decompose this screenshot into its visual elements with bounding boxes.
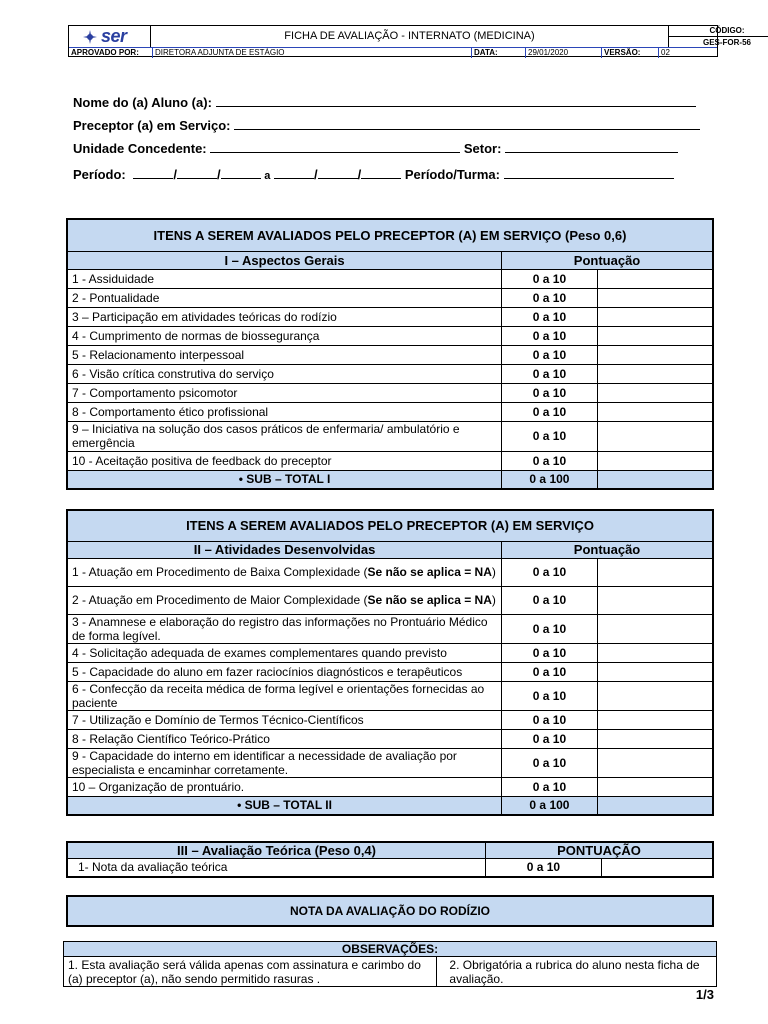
section2-item-text: 10 – Organização de prontuário. [72, 779, 245, 794]
section2-item-score: 0 a 10 [502, 586, 598, 614]
section1-table [66, 218, 714, 490]
section1-item-value[interactable] [597, 383, 713, 402]
section1-item-value[interactable] [597, 345, 713, 364]
period-label: Período: [73, 167, 126, 182]
section1-item-value[interactable] [597, 288, 713, 307]
section1-item-label: 6 - Visão crítica construtiva do serviço [67, 364, 502, 383]
section1-item-label: 2 - Pontualidade [67, 288, 502, 307]
section2-item-value[interactable] [597, 662, 713, 681]
section1-item-value[interactable] [597, 326, 713, 345]
section1-col-score: Pontuação [502, 251, 713, 269]
section2-item-label [67, 681, 502, 710]
section2-row [67, 681, 713, 710]
section2-item-text: 2 - Atuação em Procedimento de Maior Complexidade ( [72, 593, 368, 607]
section2-item-label [67, 558, 502, 586]
section3-col-item: III – Avaliação Teórica (Peso 0,4) [67, 842, 486, 859]
logo-text: ser [101, 26, 127, 46]
section1-subtotal-label: • SUB – TOTAL I [67, 470, 502, 489]
period-start-month[interactable] [177, 167, 217, 179]
section2-item-label [67, 586, 502, 614]
student-name-line [73, 95, 696, 110]
section1-title: ITENS A SEREM AVALIADOS PELO PRECEPTOR (A) EM SERVIÇO (Peso 0,6) [67, 219, 713, 251]
unit-line [73, 141, 678, 156]
code-label: CÓDIGO: [709, 26, 745, 35]
section2-item-label [67, 710, 502, 729]
section2-item-tail: ) [491, 593, 496, 607]
period-separator: a [264, 170, 271, 182]
section2-item-tail: ) [491, 565, 496, 579]
section1-item-label: 10 - Aceitação positiva de feedback do preceptor [67, 451, 502, 470]
section2-item-text: 5 - Capacidade do aluno em fazer raciocínios diagnósticos e terapêuticos [72, 664, 463, 679]
section2-row [67, 586, 713, 614]
approval-row [69, 47, 717, 58]
section2-item-label [67, 729, 502, 748]
section3-item-label: 1- Nota da avaliação teórica [67, 859, 486, 877]
section2-item-text: 8 - Relação Científico Teórico-Prático [72, 731, 270, 746]
section2-item-value[interactable] [597, 729, 713, 748]
section2-item-value[interactable] [597, 777, 713, 796]
section1-row [67, 451, 713, 470]
section2-row [67, 662, 713, 681]
version-value: 02 [661, 48, 670, 57]
section1-item-score: 0 a 10 [502, 383, 598, 402]
period-turma-field[interactable] [504, 167, 674, 179]
document-title: FICHA DE AVALIAÇÃO - INTERNATO (MEDICINA) [151, 26, 669, 47]
section2-item-label [67, 662, 502, 681]
section2-row [67, 748, 713, 777]
section1-item-label: 7 - Comportamento psicomotor [67, 383, 502, 402]
section2-item-value[interactable] [597, 614, 713, 643]
section1-row [67, 364, 713, 383]
preceptor-field[interactable] [234, 118, 700, 130]
sector-field[interactable] [505, 141, 678, 153]
section2-item-text: 9 - Capacidade do interno em identificar a necessidade de avaliação por especialista e encaminhar corretamente. [72, 748, 457, 777]
page-number: 1/3 [695, 987, 714, 1002]
section1-row [67, 326, 713, 345]
section1-item-score: 0 a 10 [502, 402, 598, 421]
section2-item-bold: Se não se aplica = NA [367, 593, 492, 607]
section2-row [67, 643, 713, 662]
section2-item-label [67, 777, 502, 796]
section2-item-score: 0 a 10 [502, 748, 598, 777]
section1-item-value[interactable] [597, 451, 713, 470]
section1-item-value[interactable] [597, 269, 713, 288]
section1-col-item: I – Aspectos Gerais [67, 251, 502, 269]
section3-table [66, 841, 714, 878]
section1-item-value[interactable] [597, 421, 713, 451]
section2-table [66, 509, 714, 816]
section2-item-label [67, 643, 502, 662]
section1-item-label: 4 - Cumprimento de normas de biossegurança [67, 326, 502, 345]
section2-title: ITENS A SEREM AVALIADOS PELO PRECEPTOR (A) EM SERVIÇO [67, 510, 713, 541]
section1-row [67, 383, 713, 402]
section2-col-score: Pontuação [502, 541, 713, 558]
section2-item-value[interactable] [597, 710, 713, 729]
section1-item-score: 0 a 10 [502, 288, 598, 307]
observations-title: OBSERVAÇÕES: [64, 942, 717, 957]
sector-label: Setor: [463, 141, 502, 156]
section1-row [67, 307, 713, 326]
section2-item-text: 4 - Solicitação adequada de exames complementares quando previsto [72, 645, 447, 660]
section1-item-label: 1 - Assiduidade [67, 269, 502, 288]
observation-note-2: 2. Obrigatória a rubrica do aluno nesta ficha de avaliação. [437, 957, 717, 987]
section1-row [67, 345, 713, 364]
section2-item-score: 0 a 10 [502, 558, 598, 586]
section2-subtotal-score: 0 a 100 [502, 796, 598, 815]
section1-subtotal-value[interactable] [597, 470, 713, 489]
approved-label: APROVADO POR: [69, 48, 153, 58]
section1-item-value[interactable] [597, 402, 713, 421]
period-start-year[interactable] [221, 167, 261, 179]
section2-item-score: 0 a 10 [502, 710, 598, 729]
code-value: GES-FOR-56 [668, 36, 768, 48]
section2-row [67, 777, 713, 796]
section1-subtotal-score: 0 a 100 [502, 470, 598, 489]
section2-item-label [67, 614, 502, 643]
student-name-label: Nome do (a) Aluno (a): [73, 95, 212, 110]
ser-logo-icon [83, 30, 97, 44]
section2-item-value[interactable] [597, 748, 713, 777]
section2-item-score: 0 a 10 [502, 777, 598, 796]
section2-item-text: 6 - Confecção da receita médica de forma legível e orientações fornecidas ao paciente [72, 681, 485, 710]
version-label: VERSÃO: [602, 48, 659, 58]
section2-row [67, 729, 713, 748]
section1-item-score: 0 a 10 [502, 307, 598, 326]
logo [69, 26, 151, 47]
section2-item-bold: Se não se aplica = NA [367, 565, 492, 579]
section2-item-label [67, 748, 502, 777]
section2-item-value[interactable] [597, 558, 713, 586]
section2-item-text: 1 - Atuação em Procedimento de Baixa Complexidade ( [72, 565, 368, 579]
section1-item-score: 0 a 10 [502, 364, 598, 383]
section3-item-value[interactable] [601, 859, 713, 877]
section1-item-label: 8 - Comportamento ético profissional [67, 402, 502, 421]
section1-item-score: 0 a 10 [502, 421, 598, 451]
date-label: DATA: [472, 48, 526, 58]
section1-row [67, 402, 713, 421]
section2-subtotal-value[interactable] [597, 796, 713, 815]
section2-item-value[interactable] [597, 643, 713, 662]
section2-item-score: 0 a 10 [502, 729, 598, 748]
approved-value: DIRETORA ADJUNTA DE ESTÁGIO [153, 48, 472, 58]
section2-item-text: 7 - Utilização e Domínio de Termos Técnico-Científicos [72, 712, 364, 727]
section1-item-score: 0 a 10 [502, 326, 598, 345]
section1-row [67, 269, 713, 288]
final-grade-title: NOTA DA AVALIAÇÃO DO RODÍZIO [66, 895, 714, 927]
section2-item-score: 0 a 10 [502, 681, 598, 710]
section2-item-text: 3 - Anamnese e elaboração do registro das informações no Prontuário Médico de forma legível. [72, 614, 488, 643]
section1-item-score: 0 a 10 [502, 269, 598, 288]
unit-label: Unidade Concedente: [73, 141, 207, 156]
section2-col-item: II – Atividades Desenvolvidas [67, 541, 502, 558]
section2-subtotal-label: • SUB – TOTAL II [67, 796, 502, 815]
section1-row [67, 421, 713, 451]
section2-item-value[interactable] [597, 586, 713, 614]
section2-item-score: 0 a 10 [502, 614, 598, 643]
section3-col-score: PONTUAÇÃO [486, 842, 713, 859]
section1-item-label: 5 - Relacionamento interpessoal [67, 345, 502, 364]
period-start-day[interactable] [133, 167, 173, 179]
section1-item-score: 0 a 10 [502, 451, 598, 470]
observation-note-1: 1. Esta avaliação será válida apenas com assinatura e carimbo do (a) preceptor (a), não sendo permitido rasuras . [64, 957, 437, 987]
period-end-month[interactable] [318, 167, 358, 179]
section3-item-score: 0 a 10 [486, 859, 602, 877]
section2-row [67, 558, 713, 586]
unit-field[interactable] [210, 141, 460, 153]
period-line: Período: / / a / / Período/Turma: [73, 167, 674, 182]
section2-item-value[interactable] [597, 681, 713, 710]
preceptor-label: Preceptor (a) em Serviço: [73, 118, 231, 133]
section2-row [67, 614, 713, 643]
section2-item-score: 0 a 10 [502, 643, 598, 662]
period-turma-label: Período/Turma: [404, 167, 500, 182]
preceptor-line [73, 118, 700, 133]
period-end-year[interactable] [361, 167, 401, 179]
date-value: 29/01/2020 [526, 48, 602, 58]
section1-item-label: 3 – Participação em atividades teóricas do rodízio [67, 307, 502, 326]
document-header [68, 25, 751, 57]
section1-item-value[interactable] [597, 307, 713, 326]
period-end-day[interactable] [274, 167, 314, 179]
section1-row [67, 288, 713, 307]
section1-item-label: 9 – Iniciativa na solução dos casos práticos de enfermaria/ ambulatório e emergência [67, 421, 502, 451]
section2-item-score: 0 a 10 [502, 662, 598, 681]
observations-table [63, 941, 717, 987]
section1-item-value[interactable] [597, 364, 713, 383]
student-name-field[interactable] [216, 95, 696, 107]
section1-item-score: 0 a 10 [502, 345, 598, 364]
section2-row [67, 710, 713, 729]
code-cell [668, 26, 751, 47]
